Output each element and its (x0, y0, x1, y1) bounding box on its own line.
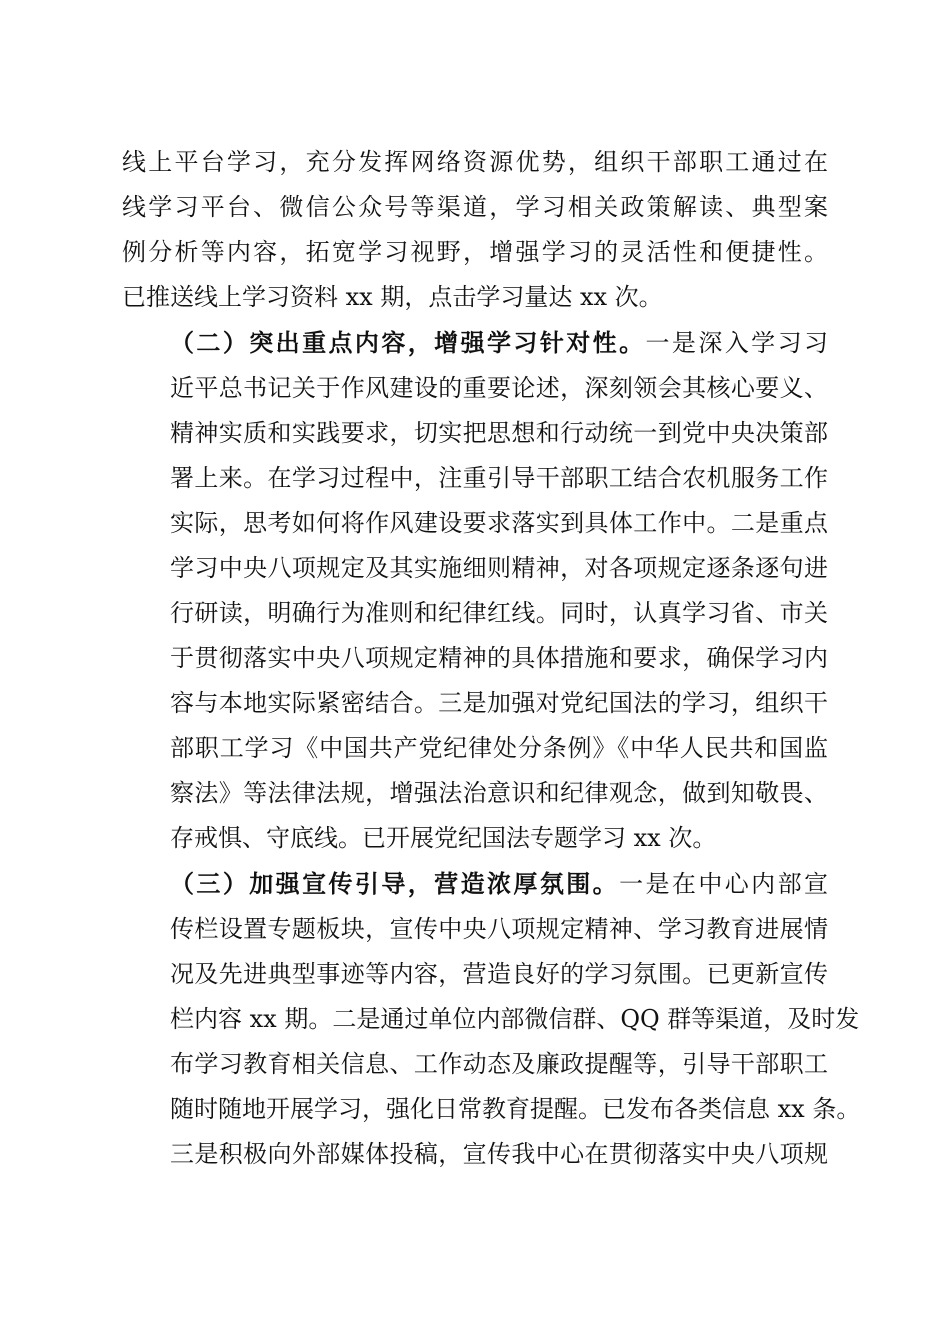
text-line: 容与本地实际紧密结合。三是加强对党纪国法的学习，组织干 (170, 689, 828, 717)
text-line: 部职工学习《中国共产党纪律处分条例》《中华人民共和国监 (170, 734, 828, 762)
text-line: 署上来。在学习过程中，注重引导干部职工结合农机服务工作 (170, 464, 828, 492)
text-line: 例分析等内容，拓宽学习视野，增强学习的灵活性和便捷性。 (122, 238, 828, 266)
text-line: 况及先进典型事迹等内容，营造良好的学习氛围。已更新宣传 (170, 960, 828, 988)
paragraph-online-study (122, 140, 828, 320)
text-line: 于贯彻落实中央八项规定精神的具体措施和要求，确保学习内 (170, 644, 828, 672)
text-line: 线上平台学习，充分发挥网络资源优势，组织干部职工通过在 (122, 148, 828, 176)
text-line: 随时随地开展学习，强化日常教育提醒。已发布各类信息 xx 条。 (170, 1095, 861, 1123)
text-line: 传栏设置专题板块，宣传中央八项规定精神、学习教育进展情 (170, 915, 828, 943)
text-line (122, 861, 828, 907)
text-line: 存戒惧、守底线。已开展党纪国法专题学习 xx 次。 (170, 824, 717, 852)
document-body (122, 140, 861, 1177)
text-line: 精神实质和实践要求，切实把思想和行动统一到党中央决策部 (170, 419, 828, 447)
paragraph-key-content (122, 320, 828, 861)
text-fragment: 一是深入学习习 (645, 329, 828, 357)
text-line: 三是积极向外部媒体投稿，宣传我中心在贯彻落实中央八项规 (170, 1140, 828, 1168)
text-line: 实际，思考如何将作风建设要求落实到具体工作中。二是重点 (170, 509, 828, 537)
text-line: 学习中央八项规定及其实施细则精神，对各项规定逐条逐句进 (170, 554, 828, 582)
text-line: 已推送线上学习资料 xx 期，点击学习量达 xx 次。 (122, 283, 663, 311)
text-line: 布学习教育相关信息、工作动态及廉政提醒等，引导干部职工 (170, 1050, 828, 1078)
text-line: 近平总书记关于作风建设的重要论述，深刻领会其核心要义、 (170, 374, 828, 402)
text-line: 栏内容 xx 期。二是通过单位内部微信群、QQ 群等渠道，及时发 (170, 1005, 860, 1033)
paragraph-publicity (122, 861, 861, 1177)
text-line: 察法》等法律法规，增强法治意识和纪律观念，做到知敬畏、 (170, 779, 828, 807)
text-line: 线学习平台、微信公众号等渠道，学习相关政策解读、典型案 (122, 193, 828, 221)
section-heading: （三）加强宣传引导，营造浓厚氛围。 (170, 869, 620, 898)
text-line: 行研读，明确行为准则和纪律红线。同时，认真学习省、市关 (170, 599, 828, 627)
text-fragment: 一是在中心内部宣 (619, 870, 829, 898)
text-line (122, 320, 828, 366)
section-heading: （二）突出重点内容，增强学习针对性。 (170, 328, 646, 357)
